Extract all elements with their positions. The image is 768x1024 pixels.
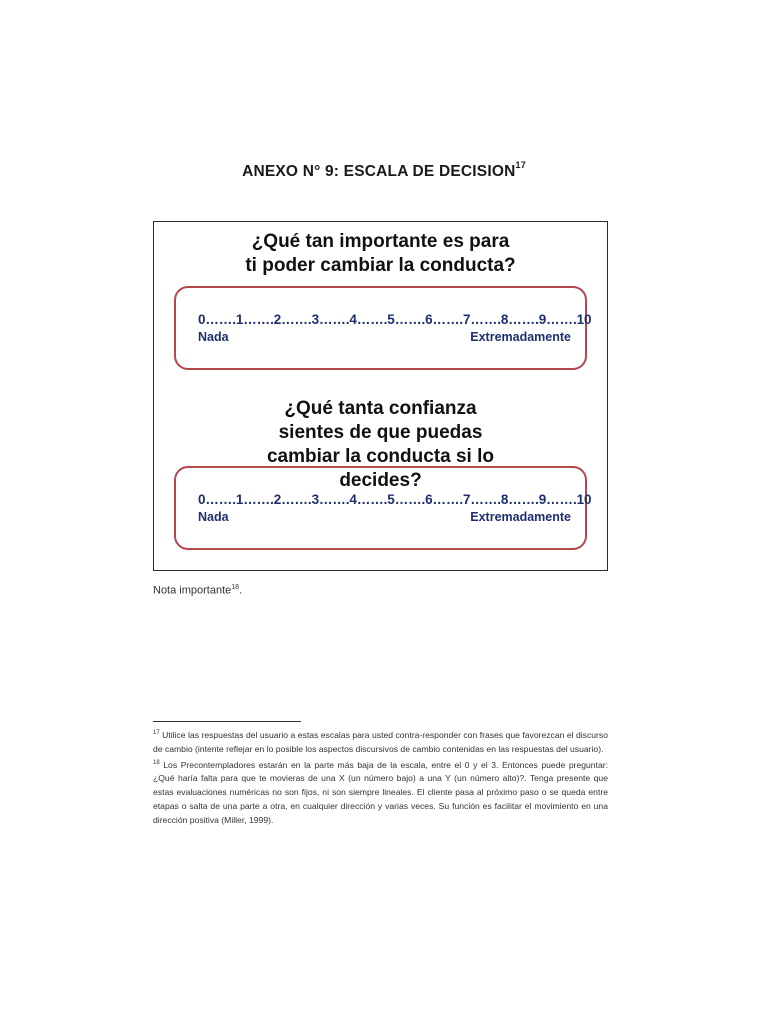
- note-tail: .: [239, 584, 243, 597]
- importance-scale: [174, 286, 592, 370]
- confidence-scale-numbers: 0…….1…….2…….3…….4…….5…….6…….7…….8…….9…….10: [198, 492, 592, 507]
- footnote-number: 18: [153, 759, 160, 766]
- confidence-scale-min-label: Nada: [198, 510, 229, 524]
- importance-scale-numbers: 0…….1…….2…….3…….4…….5…….6…….7…….8…….9…….10: [198, 312, 592, 327]
- importance-scale-min-label: Nada: [198, 330, 229, 344]
- question-importance: ¿Qué tan importante es para ti poder cambiar la conducta?: [245, 231, 516, 276]
- footnotes: [153, 727, 608, 828]
- note-text: Nota importante: [153, 584, 232, 597]
- title-text: ANEXO N° 9: ESCALA DE DECISION: [242, 163, 516, 180]
- important-note: [153, 584, 242, 597]
- footnote-text: Los Precontempladores estarán en la parte más baja de la escala, entre el 0 y el 3. Entonces puede preguntar: ¿Qué haría falta para que te movieras de una X (un número bajo) a una Y (un número alto)?. Tenga presente que estas evaluaciones numéricas no son fijos, ni son siempre lineales. El cliente pasa al próximo paso o se queda entre etapas o salta de una parte a otra, en cualquier dirección y varias veces. Su función es facilitar el movimiento en una dirección positiva (Miller, 1999).: [153, 759, 609, 826]
- confidence-scale: [174, 466, 592, 550]
- title-footnote-ref: 17: [515, 160, 526, 170]
- decision-scale-figure: [153, 221, 608, 571]
- footnote-number: 17: [153, 730, 160, 736]
- footnote-text: Utilice las respuestas del usuario a estas escalas para usted contra-responder con frases que favorezcan el discurso de cambio (intente reflejar en lo posible los aspectos discursivos de cambio contenidas en las respuestas del usuario).: [153, 729, 608, 754]
- note-footnote-ref: 18: [231, 584, 240, 591]
- footnote-divider: [153, 721, 301, 722]
- footnote-18: [153, 757, 608, 828]
- page-title: [0, 160, 768, 181]
- importance-scale-max-label: Extremadamente: [470, 330, 571, 344]
- question-confidence: ¿Qué tanta confianza sientes de que puedas cambiar la conducta si lo decides?: [266, 398, 495, 491]
- footnote-17: [153, 727, 608, 757]
- confidence-scale-max-label: Extremadamente: [470, 510, 571, 524]
